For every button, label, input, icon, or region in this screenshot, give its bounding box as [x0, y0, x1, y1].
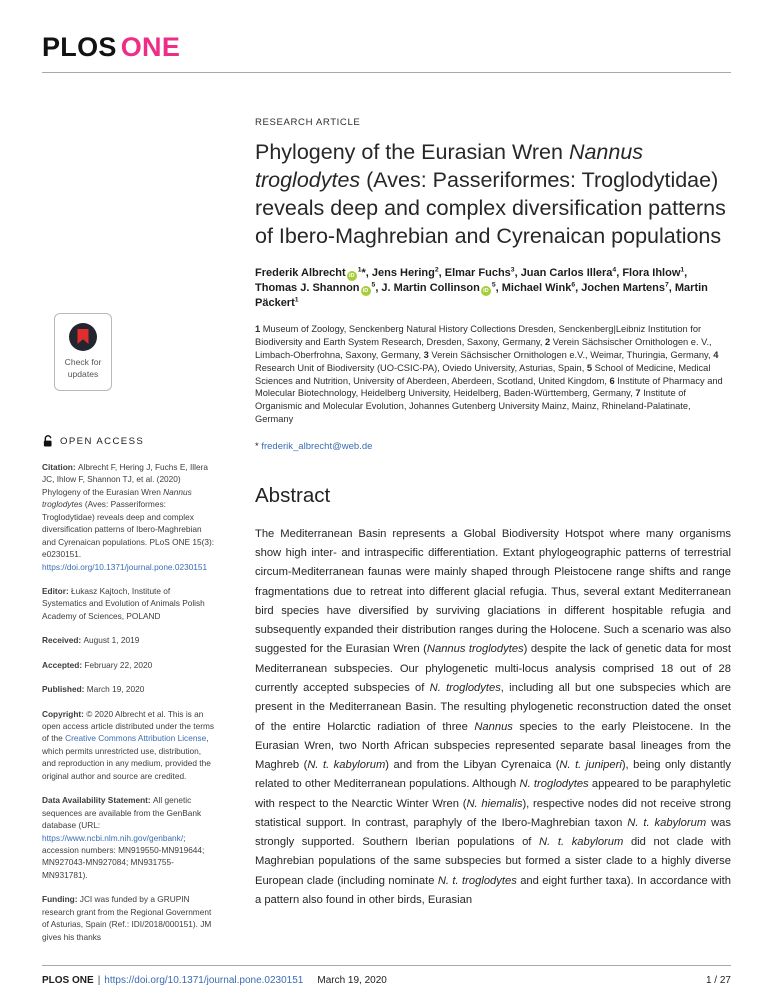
link[interactable]: Creative Commons Attribution License [65, 733, 207, 744]
text-segment: , Martin Päckert [255, 281, 708, 310]
footer-date: March 19, 2020 [317, 975, 387, 986]
text-segment: , Juan Carlos Illera [514, 266, 613, 279]
text-segment: 1 [294, 296, 299, 304]
text-segment: 4 [612, 266, 617, 274]
text-segment: March 19, 2020 [86, 684, 145, 695]
text-segment: 2 [545, 337, 551, 348]
orcid-icon[interactable]: iD [481, 286, 491, 296]
text-segment: Citation: [42, 462, 78, 472]
text-segment: 4 [713, 349, 719, 360]
text-segment: 5 [491, 281, 496, 289]
footer-page-number: 1 / 27 [705, 975, 731, 986]
text-segment: , Thomas J. Shannon [255, 266, 688, 294]
corresponding-author-email [255, 441, 731, 452]
link[interactable]: https://www.ncbi.nlm.nih.gov/genbank/ [42, 832, 184, 843]
check-updates-label [65, 357, 102, 380]
text-segment: appeared to be paraphyletic with respect to the Nearctic Winter Wren ( [255, 778, 731, 810]
research-article-kicker: RESEARCH ARTICLE [255, 117, 361, 128]
text-segment: and eight further taxa). In accordance with a pattern also found in other birds, Eurasian [255, 874, 731, 906]
text-segment: (Aves: Passeriformes: Troglodytidae) reveals deep and complex diversification patterns of Ibero-Maghrebian and Cyrenaican populations. PLoS ONE 15(3): e0230151. [42, 499, 215, 560]
text-segment: All genetic sequences are available from the GenBank database (URL: [42, 795, 202, 831]
article-main [255, 73, 731, 910]
open-access-row [42, 435, 217, 448]
link[interactable]: https://doi.org/10.1371/journal.pone.0230151 [42, 561, 208, 572]
accepted-note [42, 659, 217, 671]
text-segment: * [255, 440, 262, 452]
text-segment: 2 [434, 266, 439, 274]
abstract-heading: Abstract [255, 483, 331, 507]
text-segment: , which permits unrestricted use, distribution, and reproduction in any medium, provided the original author and source are credited. [42, 733, 211, 781]
text-segment: (Aves: Passeriformes: Troglodytidae) reveals deep and complex diversification patterns of Ibero-Maghrebian and Cyrenaican populations [255, 167, 726, 248]
text-segment: Received: [42, 635, 84, 646]
text-segment: Nannus troglodytes [426, 643, 524, 656]
text-segment: N. troglodytes [429, 682, 501, 695]
text-segment: Nannus troglodytes [42, 486, 192, 510]
text-segment: © 2020 Albrecht et al. This is an open access article distributed under the terms of the [42, 708, 215, 744]
text-segment: 6 [609, 375, 615, 386]
text-segment: * [361, 266, 366, 279]
open-access-label: OPEN ACCESS [60, 436, 145, 447]
footer-divider [42, 965, 731, 966]
text-segment: N. t. juniperi [559, 759, 622, 772]
text-segment: ) and from the Libyan Cyrenaica ( [385, 759, 560, 772]
text-segment: Editor: [42, 585, 72, 596]
text-segment: 1 [680, 266, 685, 274]
text-segment: 1 [357, 266, 362, 274]
footer-row [42, 975, 731, 986]
sidebar [42, 73, 217, 955]
text-segment: , Jochen Martens [575, 281, 665, 294]
text-segment: 7 [664, 281, 669, 289]
text-segment: Albrecht F, Hering J, Fuchs E, Illera JC, Ihlow F, Shannon TJ, et al. (2020) Phylogeny of the Eurasian Wren [42, 462, 208, 497]
journal-header [42, 0, 731, 73]
funding-note [42, 893, 217, 943]
orcid-icon[interactable]: iD [347, 271, 357, 281]
check-for-updates-badge[interactable] [54, 313, 112, 391]
text-segment: 7 [635, 388, 641, 399]
text-segment: Frederik Albrecht [255, 266, 346, 279]
text-segment: N. t. troglodytes [437, 874, 517, 887]
text-segment: N. t. kabylorum [307, 759, 386, 772]
text-segment: Published: [42, 684, 87, 695]
text-segment: Phylogeny of the Eurasian Wren [255, 140, 569, 164]
check-updates-line2: updates [67, 368, 99, 379]
text-segment: ), being only distantly related to other Mediterranean populations. Although [255, 759, 731, 791]
abstract-text [255, 525, 731, 910]
text-segment: , J. Martin Collinson [375, 281, 480, 294]
text-segment: Nannus [474, 720, 513, 733]
text-segment: JCI was funded by a GRUPIN research grant from the Regional Government of Asturias, Spain (Ref.: IDI/2018/000151). JM gives his thanks [42, 894, 212, 942]
text-segment: N. t. kabylorum [627, 816, 707, 829]
text-segment: Funding: [42, 894, 80, 905]
open-lock-icon [42, 435, 54, 448]
text-segment: The Mediterranean Basin represents a Global Biodiversity Hotspot where many organisms show high inter- and intraspecific differentiation. Extant phylogeographic patterns of terrestrial circum-Mediterranean faunas were mainly shaped through Pleistocene range shifts and range fragmentations due to retreat into different glacial refugia. Thus, several extant Mediterranean bird species have diversified by surviving glaciations in different hospitable refugia and subsequently expanded their distribution ranges during the Holocene. Such a scenario was also suggested for the Eurasian Wren ( [255, 527, 731, 656]
text-segment: February 22, 2020 [84, 659, 153, 670]
text-segment: , Elmar Fuchs [438, 266, 511, 279]
text-segment: N. hiemalis [466, 797, 523, 810]
text-segment: ; accession numbers: MN919550-MN919644; MN927043-MN927084; MN931755-MN931781). [42, 832, 205, 880]
text-segment: School of Medicine, Medical Sciences and Nutrition, University of Aberdeen, Aberdeen, Scotland, United Kingdom, [255, 362, 711, 386]
authors-line [255, 266, 731, 312]
crossmark-icon [69, 323, 97, 351]
text-segment: 1 [255, 324, 261, 335]
text-segment: Accepted: [42, 659, 85, 670]
footer-separator: | [97, 975, 101, 986]
text-segment: was strongly supported. Southern Iberian populations of [255, 816, 731, 849]
affiliations [255, 323, 731, 426]
text-segment: , Jens Hering [365, 266, 435, 279]
text-segment: 5 [586, 362, 593, 373]
crossmark-bookmark-icon [78, 329, 89, 344]
text-segment: 3 [423, 349, 429, 360]
link[interactable]: frederik_albrecht@web.de [261, 440, 373, 452]
text-segment: N. troglodytes [519, 778, 589, 791]
text-segment: , Flora Ihlow [616, 266, 681, 279]
footer-left [42, 975, 387, 986]
logo-plos-text: PLOS [42, 32, 117, 62]
editor-note [42, 585, 217, 622]
copyright-note [42, 708, 217, 783]
page-footer [42, 965, 731, 986]
text-segment: did not clade with Maghrebian populations of the same subspecies but formed a sister clade to a highly diverse European clade (including nominate [255, 836, 731, 887]
footer-journal-name: PLOS ONE [42, 975, 94, 986]
text-segment: Łukasz Kajtoch, Institute of Systematics and Evolution of Animals Polish Academy of Sciences, POLAND [42, 585, 205, 621]
text-segment: Verein Sächsischer Ornithologen e. V., Limbach-Oberfrohna, Saxony, Germany, [255, 337, 712, 360]
text-segment: Data Availability Statement: [42, 795, 153, 806]
text-segment: N. t. kabylorum [539, 836, 624, 849]
text-segment: 5 [371, 281, 376, 289]
text-segment: 6 [571, 281, 576, 289]
data-availability-note [42, 794, 217, 881]
text-segment: , including all but one subspecies which are present in the Mediterranean Basin. The resulting phylogenetic reconstruction dated the onset of the entire Holarctic radiation of three [255, 682, 731, 733]
text-segment: Nannus troglodytes [255, 140, 644, 192]
text-segment: Institute of Pharmacy and Molecular Biotechnology, Heidelberg University, Heidelberg, Baden-Württemberg, Germany, [255, 375, 723, 399]
footer-doi-link[interactable]: https://doi.org/10.1371/journal.pone.0230151 [104, 975, 304, 986]
text-segment: Verein Sächsischer Ornithologen e.V., Weimar, Thuringia, Germany, [428, 349, 714, 360]
content-area [42, 73, 731, 955]
text-segment: ), respective nodes did not receive strong statistical support. In contrast, paraphyly of the Ibero-Maghrebian taxon [255, 797, 732, 829]
citation-note [42, 461, 217, 573]
text-segment: , Michael Wink [495, 281, 572, 294]
orcid-icon[interactable]: iD [361, 286, 371, 296]
check-updates-line1: Check for [64, 357, 102, 367]
received-note [42, 634, 217, 646]
text-segment: August 1, 2019 [83, 635, 140, 646]
text-segment: 3 [510, 266, 515, 274]
text-segment: ) despite the lack of genetic data for most Mediterranean subspecies. Our phylogenetic multi-locus analysis comprised 18 out of 28 currently accepted subspecies of [255, 643, 731, 695]
logo-one-text: ONE [120, 32, 181, 62]
text-segment: Museum of Zoology, Senckenberg Natural History Collections Dresden, Senckenberg|Leibniz Institution for Biodiversity and Earth System Research, Dresden, Saxony, Germany, [255, 324, 702, 348]
text-segment: Research Unit of Biodiversity (UO-CSIC-PA), Oviedo University, Asturias, Spain, [255, 362, 587, 373]
text-segment: Institute of Organismic and Molecular Evolution, Johannes Gutenberg University Mainz, Mainz, Rhineland-Palatinate, Germany [255, 388, 691, 425]
text-segment: Copyright: [42, 708, 87, 719]
article-title [255, 139, 731, 251]
published-note [42, 683, 217, 695]
plos-one-logo [42, 32, 731, 63]
text-segment: species to the early Pleistocene. In the Eurasian Wren, two North African subspecies represented separate basal lineages from the Maghreb ( [255, 720, 732, 772]
